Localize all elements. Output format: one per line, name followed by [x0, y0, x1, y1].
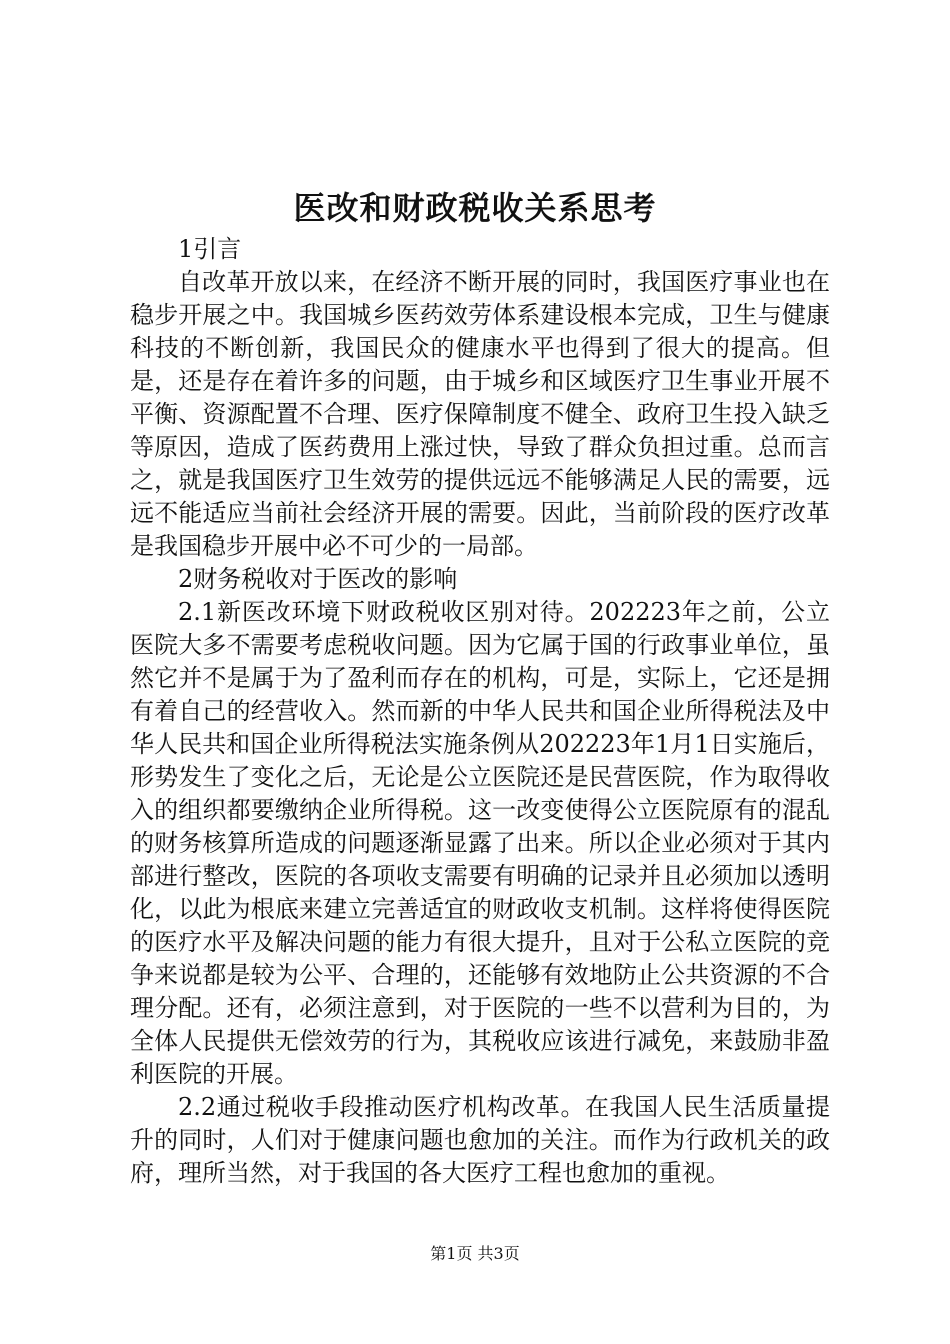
paragraph-intro: 自改革开放以来，在经济不断开展的同时，我国医疗事业也在稳步开展之中。我国城乡医药效劳体系建设根本完成，卫生与健康科技的不断创新，我国民众的健康水平也得到了很大的提高。但是，还是存在着许多的问题，由于城乡和区域医疗卫生事业开展不平衡、资源配置不合理、医疗保障制度不健全、政府卫生投入缺乏等原因，造成了医药费用上涨过快，导致了群众负担过重。总而言之，就是我国医疗卫生效劳的提供远远不能够满足人民的需要，远远不能适应当前社会经济开展的需要。因此，当前阶段的医疗改革是我国稳步开展中必不可少的一局部。 [130, 268, 830, 560]
document-title: 医改和财政税收关系思考 [293, 189, 657, 227]
section-heading-tax-impact: 2财务税收对于医改的影响 [178, 565, 458, 593]
paragraph-2-1: 2.1新医改环境下财政税收区别对待。202223年之前，公立医院大多不需要考虑税收问题。因为它属于国的行政事业单位，虽然它并不是属于为了盈利而存在的机构，可是，实际上，它还是拥有着自己的经营收入。然而新的中华人民共和国企业所得税法及中华人民共和国企业所得税法实施条例从202223年1月1日实施后，形势发生了变化之后，无论是公立医院还是民营医院，作为取得收入的组织都要缴纳企业所得税。这一改变使得公立医院原有的混乱的财务核算所造成的问题逐渐显露了出来。所以企业必须对于其内部进行整改，医院的各项收支需要有明确的记录并且必须加以透明化，以此为根底来建立完善适宜的财政收支机制。这样将使得医院的医疗水平及解决问题的能力有很大提升，且对于公私立医院的竞争来说都是较为公平、合理的，还能够有效地防止公共资源的不合理分配。还有，必须注意到，对于医院的一些不以营利为目的，为全体人民提供无偿效劳的行为，其税收应该进行减免，来鼓励非盈利医院的开展。 [130, 598, 830, 1088]
document-body [130, 233, 830, 1190]
page-footer: 第1页 共3页 [430, 1244, 520, 1263]
paragraph-2-2: 2.2通过税收手段推动医疗机构改革。在我国人民生活质量提升的同时，人们对于健康问题也愈加的关注。而作为行政机关的政府，理所当然，对于我国的各大医疗工程也愈加的重视。 [130, 1093, 830, 1187]
section-heading-intro: 1引言 [178, 235, 242, 263]
